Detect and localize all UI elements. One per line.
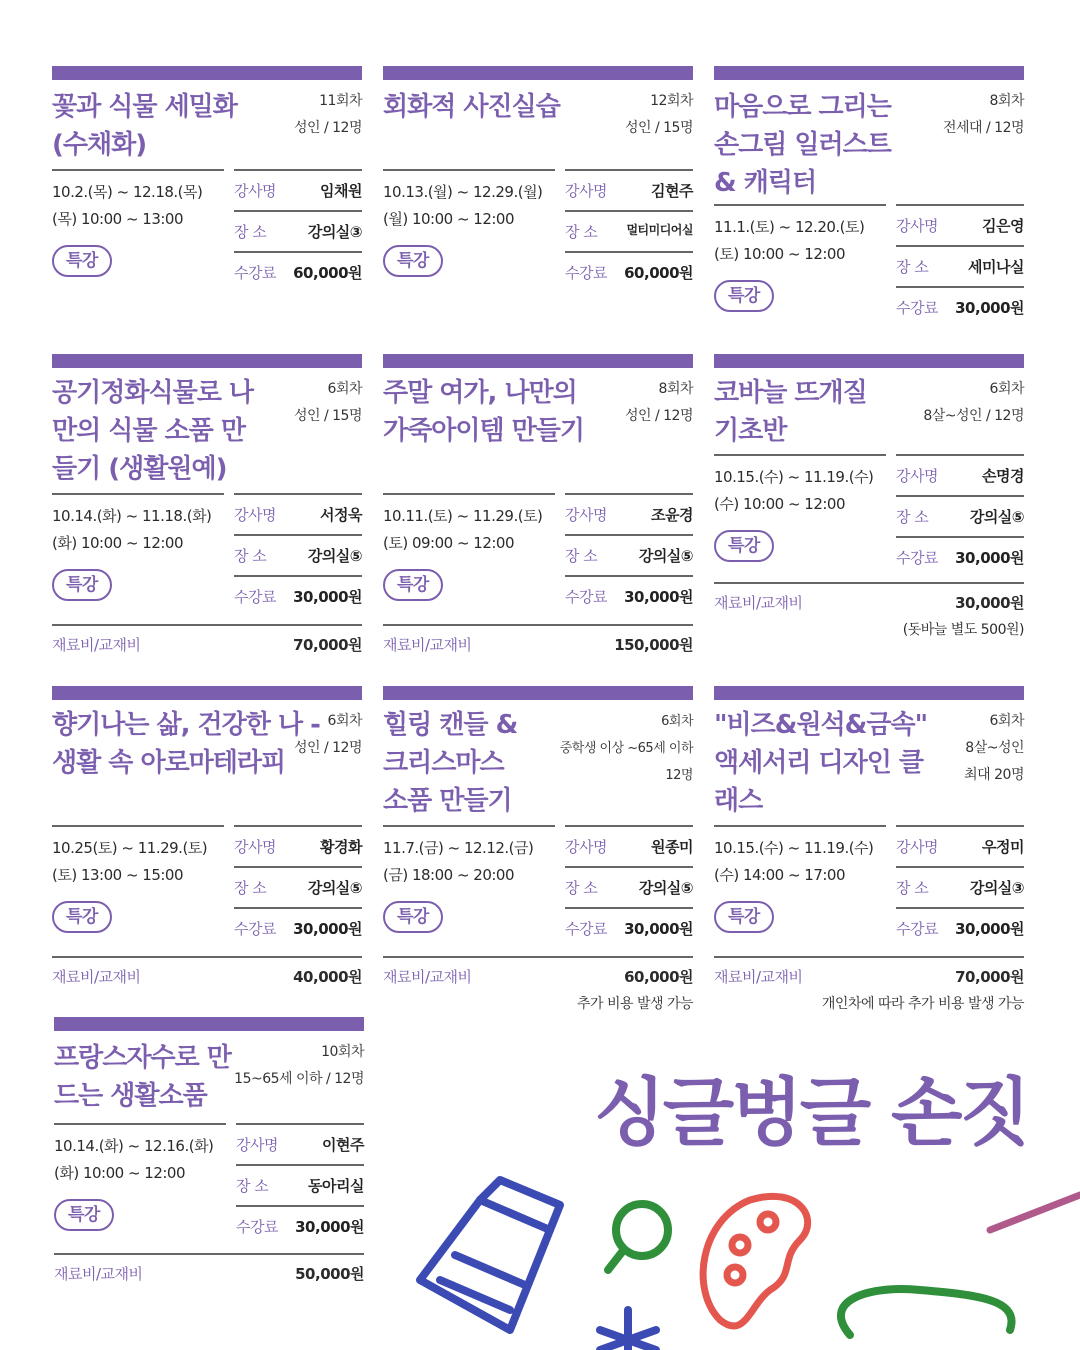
fee-label: 수강료 [565,588,607,606]
place-label: 장 소 [896,258,929,276]
course-meta [294,88,362,142]
course-card-4 [52,354,362,654]
material-value: 70,000원 [293,636,362,654]
instructor-value: 손명경 [982,467,1024,485]
course-sessions: 6회차 [327,713,362,729]
material-label: 재료비/교재비 [52,968,141,986]
place-label: 장 소 [234,879,267,897]
course-card-1 [52,66,362,296]
course-time: (토) 13:00 ~ 15:00 [52,866,184,884]
course-title: 회화적 사진실습 [383,92,560,122]
course-title: "비즈&원석&금속" 액세서리 디자인 클래스 [714,710,928,816]
course-meta [234,1039,364,1093]
instructor-value: 김현주 [651,182,693,200]
place-label: 장 소 [896,879,929,897]
course-meta [964,708,1024,789]
course-card-8 [383,686,693,1016]
course-target: 8살~성인 / 12명 [923,408,1024,424]
card-bar [52,66,362,80]
instructor-value: 서정욱 [320,506,362,524]
course-target: 중학생 이상 ~65세 이하 [559,741,693,756]
course-schedule [714,204,886,312]
course-meta [294,376,362,430]
course-dates: 11.7.(금) ~ 12.12.(금) [383,839,534,857]
material-value: 70,000원 [955,968,1024,986]
material-row [52,956,362,987]
course-time: (금) 18:00 ~ 20:00 [383,866,515,884]
course-card-5 [383,354,693,654]
card-bar [52,686,362,700]
instructor-label: 강사명 [896,217,938,235]
special-badge: 특강 [383,901,443,933]
card-bar [52,354,362,368]
course-dates: 10.14.(화) ~ 12.16.(화) [54,1137,214,1155]
course-meta [625,376,693,430]
course-sessions: 6회차 [989,381,1024,397]
decorative-illustration [400,1160,1080,1350]
special-badge: 특강 [52,245,112,277]
course-target: 성인 / 15명 [293,408,362,424]
material-row [54,1253,364,1284]
special-badge: 특강 [714,530,774,562]
course-title: 마음으로 그리는 손그림 일러스트 & 캐릭터 [714,92,891,198]
place-label: 장 소 [236,1177,269,1195]
fee-label: 수강료 [565,920,607,938]
place-value: 강의실⑤ [307,547,362,565]
place-label: 장 소 [565,223,598,241]
fee-value: 30,000원 [955,549,1024,567]
course-dates: 10.14.(화) ~ 11.18.(화) [52,507,212,525]
course-dates: 10.2.(목) ~ 12.18.(목) [52,183,203,201]
course-dates: 10.25(토) ~ 11.29.(토) [52,839,208,857]
material-label: 재료비/교재비 [383,968,472,986]
magnifier-icon [608,1204,668,1270]
fee-value: 30,000원 [955,299,1024,317]
course-schedule [383,493,555,601]
place-value: 강의실③ [969,879,1024,897]
instructor-label: 강사명 [234,838,276,856]
fee-value: 60,000원 [624,264,693,282]
course-dates: 10.15.(수) ~ 11.19.(수) [714,839,874,857]
fee-label: 수강료 [234,920,276,938]
course-target: 성인 / 12명 [293,740,362,756]
course-title: 프랑스자수로 만드는 생활소품 [54,1043,231,1111]
special-badge: 특강 [383,569,443,601]
course-capacity: 최대 20명 [964,767,1024,783]
instructor-label: 강사명 [896,838,938,856]
material-value: 50,000원 [295,1265,364,1283]
course-title: 향기나는 삶, 건강한 나 - 생활 속 아로마테라피 [52,710,320,778]
course-meta [943,88,1024,142]
material-note: (돗바늘 별도 500원) [902,622,1024,638]
material-label: 재료비/교재비 [54,1265,143,1283]
material-label: 재료비/교재비 [714,594,803,612]
place-label: 장 소 [565,879,598,897]
material-value: 40,000원 [293,968,362,986]
course-time: (수) 10:00 ~ 12:00 [714,495,846,513]
card-bar [714,686,1024,700]
card-bar [383,354,693,368]
place-value: 강의실⑤ [307,879,362,897]
course-time: (목) 10:00 ~ 13:00 [52,210,184,228]
course-dates: 10.11.(토) ~ 11.29.(토) [383,507,543,525]
place-value: 멀티미디어실 [626,223,693,237]
course-info [565,493,693,616]
course-schedule [52,493,224,601]
fee-label: 수강료 [236,1218,278,1236]
course-target: 전세대 / 12명 [942,120,1024,136]
course-target: 성인 / 12명 [624,408,693,424]
course-target: 8살~성인 [965,740,1024,756]
course-time: (화) 10:00 ~ 12:00 [52,534,184,552]
course-schedule [383,825,555,933]
course-title: 주말 여가, 나만의 가죽아이템 만들기 [383,378,584,446]
place-label: 장 소 [234,547,267,565]
course-time: (월) 10:00 ~ 12:00 [383,210,515,228]
course-schedule [52,825,224,933]
course-sessions: 6회차 [661,714,693,729]
fee-value: 30,000원 [293,588,362,606]
fee-label: 수강료 [896,920,938,938]
fee-label: 수강료 [896,549,938,567]
instructor-value: 조윤경 [651,506,693,524]
course-meta [294,708,362,762]
fee-value: 30,000원 [295,1218,364,1236]
instructor-value: 황경화 [320,838,362,856]
course-title: 힐링 캔들 & 크리스마스 소품 만들기 [383,710,518,816]
fee-value: 60,000원 [293,264,362,282]
instructor-value: 우정미 [982,838,1024,856]
course-sessions: 8회차 [989,93,1024,109]
course-info [896,204,1024,327]
snowflake-icon [600,1310,656,1350]
course-card-3 [714,66,1024,332]
material-value: 150,000원 [614,636,693,654]
course-schedule [54,1123,226,1231]
card-bar [714,354,1024,368]
course-schedule [714,825,886,933]
course-title: 코바늘 뜨개질 기초반 [714,378,867,446]
fee-label: 수강료 [234,264,276,282]
material-note: 추가 비용 발생 가능 [576,996,693,1012]
special-badge: 특강 [714,901,774,933]
course-meta [625,88,693,142]
course-dates: 10.15.(수) ~ 11.19.(수) [714,468,874,486]
program-title: 싱글벙글 손짓 [594,1070,1028,1156]
instructor-value: 임채원 [320,182,362,200]
material-value: 60,000원 [624,968,693,986]
course-card-2 [383,66,693,296]
material-note: 개인차에 따라 추가 비용 발생 가능 [821,996,1024,1012]
fee-label: 수강료 [234,588,276,606]
material-row [52,624,362,655]
material-label: 재료비/교재비 [714,968,803,986]
instructor-label: 강사명 [565,838,607,856]
course-info [234,825,362,948]
instructor-label: 강사명 [234,506,276,524]
material-row [383,624,693,655]
course-title: 공기정화식물로 나만의 식물 소품 만들기 (생활원예) [52,378,253,484]
special-badge: 특강 [52,901,112,933]
course-dates: 10.13.(월) ~ 12.29.(월) [383,183,543,201]
card-bar [383,686,693,700]
sewing-machine-icon [420,1180,560,1330]
instructor-value: 원종미 [651,838,693,856]
instructor-value: 김은영 [982,217,1024,235]
course-card-7 [52,686,362,986]
course-dates: 11.1.(토) ~ 12.20.(토) [714,218,865,236]
fee-label: 수강료 [565,264,607,282]
card-bar [383,66,693,80]
course-target: 15~65세 이하 / 12명 [234,1071,364,1087]
course-meta [923,376,1024,430]
instructor-label: 강사명 [565,506,607,524]
course-card-6 [714,354,1024,654]
place-label: 장 소 [896,508,929,526]
place-value: 강의실③ [307,223,362,241]
instructor-label: 강사명 [565,182,607,200]
fee-label: 수강료 [896,299,938,317]
material-label: 재료비/교재비 [52,636,141,654]
thread-icon [841,1289,1012,1335]
course-target: 성인 / 15명 [624,120,693,136]
course-capacity: 12명 [665,768,693,783]
course-info [896,825,1024,948]
course-schedule [714,454,886,562]
material-value: 30,000원 [955,594,1024,612]
card-bar [714,66,1024,80]
course-info [234,169,362,292]
course-info [565,825,693,948]
material-row [714,956,1024,1013]
course-time: (토) 09:00 ~ 12:00 [383,534,515,552]
course-time: (수) 14:00 ~ 17:00 [714,866,846,884]
place-value: 강의실⑤ [969,508,1024,526]
course-info [234,493,362,616]
instructor-label: 강사명 [896,467,938,485]
course-sessions: 6회차 [327,381,362,397]
course-meta [560,708,693,789]
fee-value: 30,000원 [624,588,693,606]
needle-icon [990,1195,1080,1230]
fee-value: 30,000원 [293,920,362,938]
course-info [565,169,693,292]
fee-value: 30,000원 [624,920,693,938]
course-target: 성인 / 12명 [293,120,362,136]
place-label: 장 소 [234,223,267,241]
card-bar [54,1017,364,1031]
special-badge: 특강 [54,1199,114,1231]
course-schedule [383,169,555,277]
place-value: 세미나실 [968,258,1024,276]
course-time: (화) 10:00 ~ 12:00 [54,1164,186,1182]
place-value: 강의실⑤ [638,879,693,897]
course-time: (토) 10:00 ~ 12:00 [714,245,846,263]
instructor-value: 이현주 [322,1136,364,1154]
special-badge: 특강 [52,569,112,601]
course-card-9 [714,686,1024,1016]
course-sessions: 10회차 [321,1044,364,1060]
place-value: 강의실⑤ [638,547,693,565]
course-sessions: 11회차 [319,93,362,109]
palette-icon [703,1196,808,1326]
course-schedule [52,169,224,277]
special-badge: 특강 [383,245,443,277]
course-sessions: 8회차 [658,381,693,397]
place-label: 장 소 [565,547,598,565]
course-info [236,1123,364,1246]
course-card-10 [54,1017,364,1307]
place-value: 동아리실 [308,1177,364,1195]
course-sessions: 6회차 [989,713,1024,729]
course-sessions: 12회차 [650,93,693,109]
material-label: 재료비/교재비 [383,636,472,654]
material-row [714,582,1024,639]
course-info [896,454,1024,577]
course-title: 꽃과 식물 세밀화 (수채화) [52,92,237,160]
material-row [383,956,693,1013]
instructor-label: 강사명 [236,1136,278,1154]
special-badge: 특강 [714,280,774,312]
fee-value: 30,000원 [955,920,1024,938]
instructor-label: 강사명 [234,182,276,200]
